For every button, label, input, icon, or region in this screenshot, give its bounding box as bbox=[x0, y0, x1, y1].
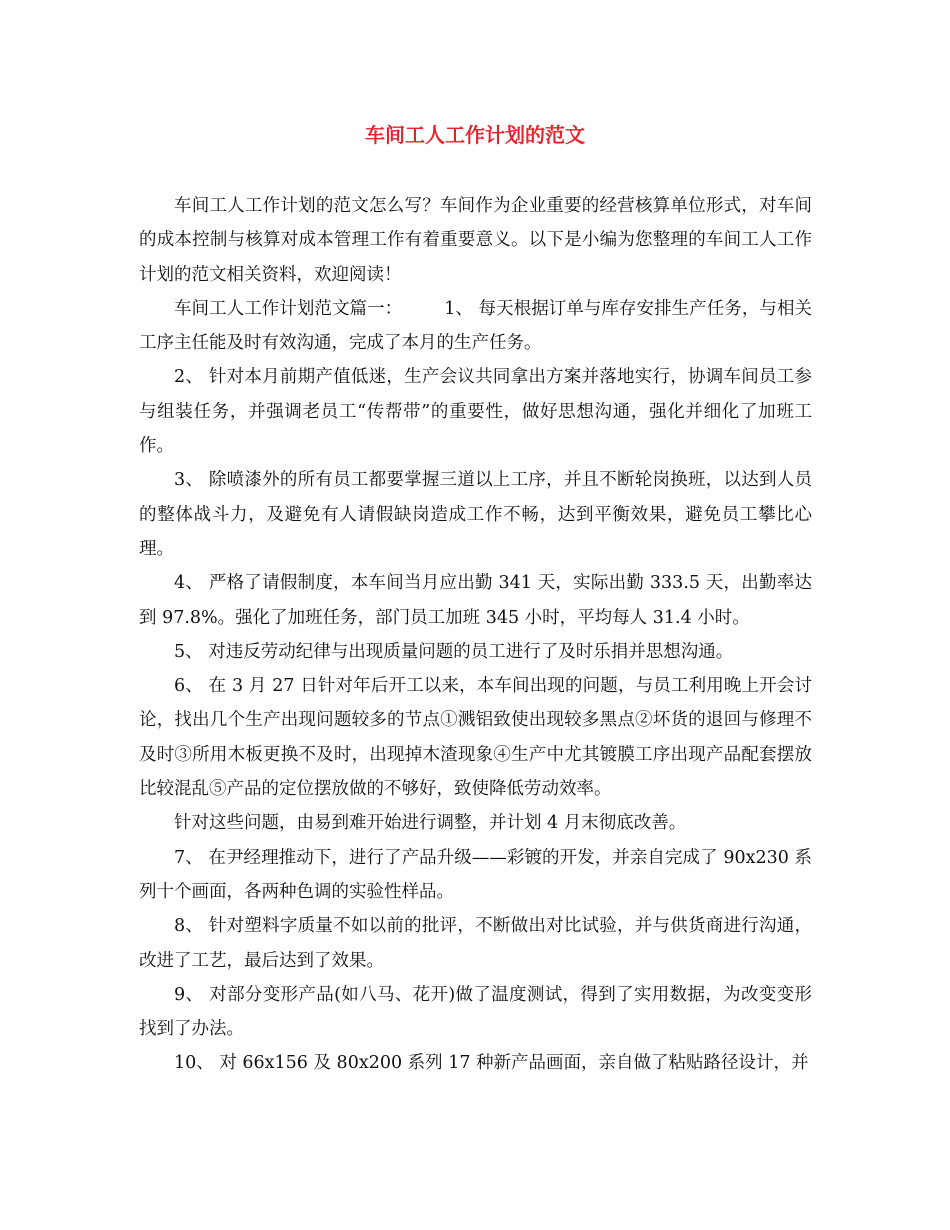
paragraph-item-9: 9、 对部分变形产品(如八马、花开)做了温度测试，得到了实用数据，为改变变形找到了办法。 bbox=[139, 984, 812, 1040]
paragraph-item-10: 10、 对 66x156 及 80x200 系列 17 种新产品画面，亲自做了粘贴路径设计，并 bbox=[174, 1053, 809, 1074]
paragraph-item-6: 6、 在 3 月 27 日针对年后开工以来，本车间出现的问题，与员工利用晚上开会讨论，找出几个生产出现问题较多的节点①溅铝致使出现较多黑点②坏货的退回与修理不及时③所用木板更换不及时，出现掉木渣现象④生产中尤其镀膜工序出现产品配套摆放比较混乱⑤产品的定位摆放做的不够好，致使降低劳动效率。 bbox=[139, 676, 812, 800]
paragraph-intro: 车间工人工作计划的范文怎么写？车间作为企业重要的经营核算单位形式，对车间的成本控制与核算对成本管理工作有着重要意义。以下是小编为您整理的车间工人工作计划的范文相关资料，欢迎阅读！ bbox=[139, 196, 812, 285]
section-heading: 车间工人工作计划范文篇一： bbox=[174, 298, 403, 319]
paragraph-item-7: 7、 在尹经理推动下，进行了产品升级——彩镀的开发，并亲自完成了 90x230 系列十个画面，各两种色调的实验性样品。 bbox=[139, 847, 812, 902]
paragraph-item-8: 8、 针对塑料字质量不如以前的批评，不断做出对比试验，并与供货商进行沟通，改进了工艺，最后达到了效果。 bbox=[139, 916, 812, 971]
paragraph-item-5: 5、 对违反劳动纪律与出现质量问题的员工进行了及时乐捐并思想沟通。 bbox=[174, 641, 734, 662]
paragraph-item-4: 4、 严格了请假制度，本车间当月应出勤 341 天，实际出勤 333.5 天，出勤率达到 97.8%。强化了加班任务，部门员工加班 345 小时，平均每人 31.4 小时。 bbox=[139, 573, 812, 628]
paragraph-item-2: 2、 针对本月前期产值低迷，生产会议共同拿出方案并落地实行，协调车间员工参与组装任务，并强调老员工“传帮带”的重要性，做好思想沟通，强化并细化了加班工作。 bbox=[139, 367, 812, 457]
document-body bbox=[139, 189, 812, 1081]
item-1-text: 1、 每天根据订单与库存安排生产任务，与相关工序主任能及时有效沟通，完成了本月的生产任务。 bbox=[139, 298, 812, 354]
document-title: 车间工人工作计划的范文 bbox=[365, 123, 585, 147]
paragraph-item-3: 3、 除喷漆外的所有员工都要掌握三道以上工序，并且不断轮岗换班，以达到人员的整体战斗力，及避免有人请假缺岗造成工作不畅，达到平衡效果，避免员工攀比心理。 bbox=[139, 470, 812, 559]
paragraph-section-heading-with-item-1 bbox=[139, 292, 812, 361]
paragraph-followup: 针对这些问题，由易到难开始进行调整，并计划 4 月末彻底改善。 bbox=[174, 813, 687, 834]
